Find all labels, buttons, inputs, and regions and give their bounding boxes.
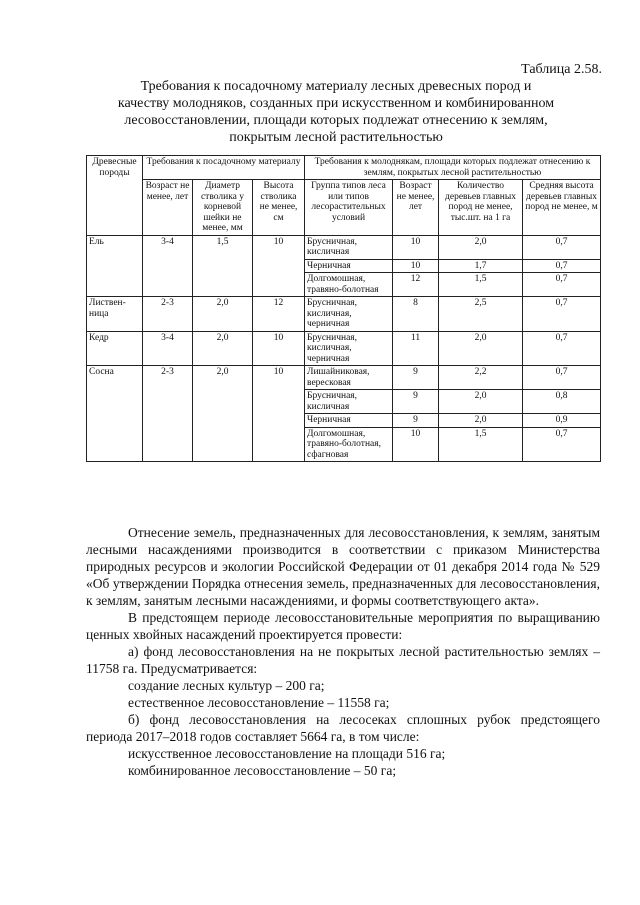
forest-type: Брусничная, кисличная xyxy=(305,235,393,259)
subheader-tree-count: Количество деревьев главных пород не менее, тыс.шт. на 1 га xyxy=(439,180,523,236)
tree-count: 1,7 xyxy=(439,259,523,273)
planting-age: 2-3 xyxy=(143,297,193,332)
requirements-table xyxy=(86,155,601,462)
young-age: 12 xyxy=(393,273,439,297)
species-name: Кедр xyxy=(87,331,143,366)
subheader-young-age: Возраст не менее, лет xyxy=(393,180,439,236)
table-row xyxy=(87,366,601,390)
young-age: 9 xyxy=(393,390,439,414)
avg-height: 0,7 xyxy=(523,235,601,259)
forest-type: Брусничная, кисличная, черничная xyxy=(305,297,393,332)
table-row xyxy=(87,297,601,332)
tree-count: 2,5 xyxy=(439,297,523,332)
planting-age: 3-4 xyxy=(143,235,193,297)
table-row xyxy=(87,235,601,259)
forest-type: Долгомошная, травяно-болотная, сфагновая xyxy=(305,427,393,462)
avg-height: 0,9 xyxy=(523,414,601,428)
young-age: 10 xyxy=(393,427,439,462)
header-species: Древесные породы xyxy=(87,156,143,236)
paragraph: искусственное лесовосстановление на площади 516 га; xyxy=(128,746,446,761)
young-age: 10 xyxy=(393,235,439,259)
tree-count: 2,0 xyxy=(439,331,523,366)
paragraph: а) фонд лесовосстановления на не покрытых лесной растительностью землях – 11758 га. Предусматривается: xyxy=(86,644,600,676)
table-number: Таблица 2.58. xyxy=(521,62,602,77)
table-row xyxy=(87,331,601,366)
paragraph: б) фонд лесовосстановления на лесосеках сплошных рубок предстоящего периода 2017–2018 годов составляет 5664 га, в том числе: xyxy=(86,712,600,744)
avg-height: 0,7 xyxy=(523,273,601,297)
header-young-stands: Требования к молоднякам, площади которых подлежат отнесению к землям, покрытых лесной растительностью xyxy=(305,156,601,180)
avg-height: 0,7 xyxy=(523,427,601,462)
subheader-diameter: Диаметр стволика у корневой шейки не менее, мм xyxy=(193,180,253,236)
table-title-line: Требования к посадочному материалу лесных древесных пород и xyxy=(140,79,532,94)
forest-type: Черничная xyxy=(305,414,393,428)
forest-type: Брусничная, кисличная, черничная xyxy=(305,331,393,366)
subheader-avg-height: Средняя высота деревьев главных пород не менее, м xyxy=(523,180,601,236)
planting-diameter: 2,0 xyxy=(193,366,253,462)
body-text xyxy=(86,524,600,779)
planting-height: 10 xyxy=(253,235,305,297)
avg-height: 0,7 xyxy=(523,259,601,273)
paragraph: естественное лесовосстановление – 11558 га; xyxy=(128,695,390,710)
young-age: 8 xyxy=(393,297,439,332)
forest-type: Долгомошная, травяно-болотная xyxy=(305,273,393,297)
planting-diameter: 1,5 xyxy=(193,235,253,297)
young-age: 9 xyxy=(393,366,439,390)
species-name: Листвен-ница xyxy=(87,297,143,332)
subheader-forest-type: Группа типов леса или типов лесорастительных условий xyxy=(305,180,393,236)
species-name: Ель xyxy=(87,235,143,297)
planting-diameter: 2,0 xyxy=(193,331,253,366)
tree-count: 2,0 xyxy=(439,414,523,428)
avg-height: 0,7 xyxy=(523,331,601,366)
avg-height: 0,8 xyxy=(523,390,601,414)
paragraph: комбинированное лесовосстановление – 50 га; xyxy=(128,763,397,778)
planting-age: 3-4 xyxy=(143,331,193,366)
forest-type: Черничная xyxy=(305,259,393,273)
planting-diameter: 2,0 xyxy=(193,297,253,332)
subheader-height: Высота стволика не менее, см xyxy=(253,180,305,236)
species-name: Сосна xyxy=(87,366,143,462)
paragraph: Отнесение земель, предназначенных для лесовосстановления, к землям, занятым лесными насаждениями производится в соответствии с приказом Министерства природных ресурсов и экологии Российской Федерации от 01 декабря 2014 года № 529 «Об утверждении Порядка отнесения земель, предназначенных для лесовосстановления, к землям, занятым лесными насаждениями, и формы соответствующего акта». xyxy=(86,525,600,608)
tree-count: 1,5 xyxy=(439,273,523,297)
tree-count: 2,0 xyxy=(439,235,523,259)
planting-height: 10 xyxy=(253,366,305,462)
table-title-line: покрытым лесной растительностью xyxy=(229,130,443,145)
avg-height: 0,7 xyxy=(523,297,601,332)
planting-height: 10 xyxy=(253,331,305,366)
forest-type: Брусничная, кисличная xyxy=(305,390,393,414)
planting-height: 12 xyxy=(253,297,305,332)
tree-count: 2,2 xyxy=(439,366,523,390)
young-age: 9 xyxy=(393,414,439,428)
table-title-line: лесовосстановлении, площади которых подлежат отнесению к землям, xyxy=(124,113,548,128)
tree-count: 1,5 xyxy=(439,427,523,462)
planting-age: 2-3 xyxy=(143,366,193,462)
young-age: 10 xyxy=(393,259,439,273)
header-planting-material: Требования к посадочному материалу xyxy=(143,156,305,180)
avg-height: 0,7 xyxy=(523,366,601,390)
paragraph: создание лесных культур – 200 га; xyxy=(128,678,325,693)
paragraph: В предстоящем периоде лесовосстановительные мероприятия по выращиванию ценных хвойных насаждений проектируется провести: xyxy=(86,610,600,642)
subheader-age: Возраст не менее, лет xyxy=(143,180,193,236)
table-title xyxy=(86,78,586,146)
forest-type: Лишайниковая, вересковая xyxy=(305,366,393,390)
young-age: 11 xyxy=(393,331,439,366)
tree-count: 2,0 xyxy=(439,390,523,414)
table-title-line: качеству молодняков, созданных при искусственном и комбинированном xyxy=(117,96,555,111)
